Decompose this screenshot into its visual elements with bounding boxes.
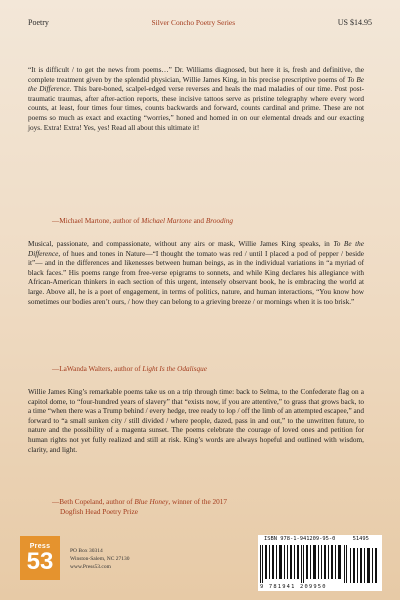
blurb-1-book-title: To Be the Difference: [28, 75, 365, 94]
series-name: Silver Concho Poetry Series: [151, 18, 236, 27]
attr-3-author: —Beth Copeland, author of: [52, 498, 135, 506]
blurb-2: [28, 240, 364, 307]
category-label: Poetry: [28, 18, 49, 27]
blurb-1: [28, 66, 364, 133]
blurb-3: [28, 388, 364, 455]
publisher-address: [70, 548, 130, 571]
blurb-2-book-title: To Be the Difference: [28, 240, 364, 258]
attr-2-author: —LaWanda Walters, author of: [52, 365, 143, 373]
isbn-label: [264, 536, 369, 542]
attr-1-title1: Michael Martone: [141, 217, 192, 225]
blurb-1-text-cont: . This bare-boned, scalpel-edged verse reverses and heals the mad maladies of our time. Post post-traumatic traumas, after after-action reports, these incisive tattoos serve as pristine telegraphy where every word counts, at least, four times four times, counts backwards and forward, counts cardinal and prime. These are not poems so much as exact and exacting “worries,” honed and homed in on our elemental dreads and our exacting joys. Extra! Extra! Yes, yes! Read all about this ultimate it!: [28, 85, 365, 132]
press53-logo: [20, 536, 60, 580]
attr-1-author: —Michael Martone, author of: [52, 217, 142, 225]
price-label: US $14.95: [337, 18, 372, 27]
isbn-addon: 51495: [352, 536, 369, 542]
attr-3-title: Blue Honey: [134, 498, 169, 506]
attr-2-title: Light Is the Odalisque: [142, 365, 207, 373]
blurb-2-text-cont: , of hues and tones in Nature—“I thought the tomato was red / until I placed a pod of pepper / beside it”— and in the differences and likenesses between human beings, as in the individual variations in “a myriad of black faces.” His poems range from free-verse epigrams to sonnets, and while King declares his allegiance with African-American thinkers in each section of this urgent, intensely observant book, he is embracing the world at large. Above all, he is a poet of engagement, in terms of politics, nature, and human interactions, “You know how sometimes our bodies aren’t ours, / how they can belong to a grieving breeze / or mornings when it is too brisk.”: [28, 249, 364, 306]
address-line-1: PO Box 30314: [70, 548, 103, 554]
header-row: [28, 18, 372, 27]
blurb-1-attribution: [52, 217, 352, 227]
blurb-2-attribution: [52, 365, 352, 375]
barcode-digits: 9 781941 209950: [260, 584, 327, 590]
logo-word: Press: [29, 542, 51, 550]
address-line-2: Winston-Salem, NC 27130: [70, 555, 130, 562]
blurb-3-text: Willie James King’s remarkable poems take us on a trip through time: back to Selma, to the Confederate flag on a capitol dome, to “four-hundred years of slavery” that “exists now, if you are attentive,” to grass that grows back, to a time “when there was a Trump behind / every hedge, tree ready to lop / off the limb of an attempted escapee,” and forward to “a small sunken city / still divided / where people, dazed, pass in and out,” to the unwritten future, to nature and the possibility of a magenta sunset. The poems celebrate the courage of loved ones and petition for human rights not yet fully realized and still at risk. King’s words are always hopeful and outlined with wisdom, clarity, and light.: [28, 388, 364, 454]
blurb-2-text: Musical, passionate, and compassionate, without any airs or mask, Willie James King speaks, in: [28, 240, 334, 248]
attr-3-prize: Dogfish Head Poetry Prize: [60, 507, 138, 516]
ean-barcode: [260, 545, 348, 583]
addon-barcode: [350, 548, 378, 583]
attr-3-after: , winner of the 2017: [168, 498, 227, 506]
attr-1-mid: and: [191, 217, 206, 225]
isbn-text: ISBN 978-1-941209-95-0: [264, 536, 336, 542]
attr-1-title2: Brooding: [205, 217, 233, 225]
blurb-3-attribution: [52, 498, 352, 517]
address-line-3: www.Press53.com: [70, 563, 111, 570]
logo-number: 53: [26, 547, 54, 575]
blurb-1-text: “It is difficult / to get the news from poems…” Dr. Williams diagnosed, but here it is, fresh and definitive, the complete treatment given by the splendid physician, Willie James King, in his precise prescriptive poems of: [28, 66, 364, 84]
